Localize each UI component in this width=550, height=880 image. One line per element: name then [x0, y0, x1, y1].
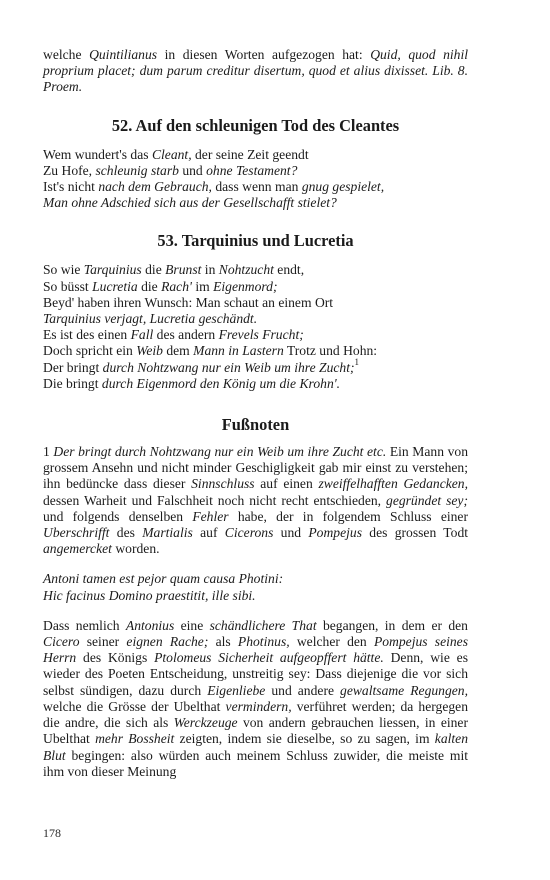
text-run: Doch spricht ein — [43, 343, 137, 359]
italic-text: gewaltsame Regungen, — [340, 682, 468, 698]
text-run: auf — [192, 525, 225, 541]
italic-text: Quintilianus — [89, 47, 158, 62]
text-run: der seine Zeit geendt — [191, 146, 309, 162]
italic-text: Nohtzucht — [218, 262, 274, 278]
italic-text: Man ohne Adschied sich aus der Gesellschafft stielet? — [43, 195, 337, 211]
text-run: Ist's nicht — [43, 179, 99, 195]
footnote-marker[interactable]: 1 — [354, 357, 360, 368]
page-number: 178 — [43, 826, 61, 840]
italic-text: Tarquinius verjagt, Lucretia geschändt. — [43, 311, 258, 327]
text-run: welcher den — [289, 634, 374, 650]
verse-line — [43, 376, 468, 392]
italic-text: Antonius — [125, 617, 175, 633]
italic-text: Quid, quod nihil proprium placet; dum parum creditur disertum, quod et alius dixisset. Lib. 8. Proem. — [43, 47, 469, 95]
text-run: des Königs — [76, 650, 155, 666]
poem-53-verse — [43, 262, 468, 392]
text-run: dem — [162, 343, 194, 359]
text-run: 1 — [43, 444, 54, 460]
latin-quotation — [43, 571, 468, 603]
italic-text: Pompejus seines Herrn — [43, 634, 469, 666]
italic-text: Sinnschluss — [191, 476, 255, 492]
verse-line — [43, 262, 468, 278]
text-run: begingen: also würden auch meinem Schluss zuwider, die meiste mit ihm von dieser Meinung — [43, 747, 468, 779]
italic-text: Photinus, — [237, 634, 290, 650]
text-run: die — [141, 262, 166, 278]
italic-text: Eigenmord; — [213, 278, 278, 294]
text-run: verführet werden; da hergegen die andre, die sich als — [43, 698, 469, 731]
text-run: im — [191, 278, 214, 294]
verse-line — [43, 147, 468, 163]
text-run: welche — [43, 47, 90, 62]
italic-text: vermindern, — [225, 698, 292, 714]
italic-text: Der bringt durch Nohtzwang nur ein Weib um ihre Zucht etc. — [53, 444, 387, 460]
page-content — [43, 47, 468, 780]
italic-text: Frevels Frucht; — [218, 327, 304, 343]
poem-52-verse — [43, 147, 468, 212]
italic-text: ohne Testament? — [206, 162, 298, 178]
footnotes-heading: Fußnoten — [221, 415, 290, 435]
text-run: Denn, wie es wieder des Poeten Entscheidung, unstreitig sey: Dass diejenige die vor sich selbst sündigen, dazu durch — [43, 650, 468, 698]
text-run: Ein Mann von grossem Ansehn und nicht minder Geschigligkeit gab mir einst zu verstehen; ihn bedüncke dass dieser — [43, 444, 468, 492]
italic-text: gegründet sey; — [386, 492, 468, 508]
footnote-1-paragraph — [43, 444, 468, 557]
text-run: auf einen — [254, 476, 319, 492]
text-run: als — [208, 634, 238, 650]
text-run: begangen, in dem er den — [316, 617, 468, 633]
italic-text: Uberschrifft — [43, 525, 110, 541]
verse-line — [43, 357, 468, 376]
italic-text: Cicerons — [224, 525, 274, 541]
verse-line — [43, 163, 468, 179]
text-run: endt, — [273, 262, 305, 278]
text-run: So büsst — [43, 278, 93, 294]
text-run: habe, der in folgendem Schluss einer — [228, 508, 468, 524]
text-run: und — [178, 162, 207, 178]
text-run: und — [273, 525, 309, 541]
italic-text: Cleant, — [151, 146, 192, 162]
text-run: zeigten, indem sie dieselbe, so zu sagen, im — [174, 731, 435, 747]
text-run: des andern — [153, 327, 219, 343]
verse-line — [43, 195, 468, 211]
italic-text: Martialis — [142, 525, 193, 541]
poem-52-title: 52. Auf den schleunigen Tod des Cleantes — [111, 115, 400, 135]
latin-line-1: Antoni tamen est pejor quam causa Photini: — [43, 571, 284, 587]
text-run: von andern gebrauchen liessen, in einer Ubelthat — [43, 715, 468, 747]
italic-text: Tarquinius — [83, 262, 142, 278]
text-run: Beyd' haben ihren Wunsch: Man schaut an einem Ort — [43, 294, 334, 310]
italic-text: nach dem Gebrauch, — [98, 179, 212, 195]
text-run: So wie — [43, 262, 84, 278]
italic-text: Eigenliebe — [207, 682, 266, 698]
text-run: des — [109, 525, 143, 541]
italic-text: schändlichere That — [209, 617, 317, 633]
italic-text: Ptolomeus Sicherheit aufgeopffert hätte. — [154, 650, 384, 666]
text-run: in — [201, 262, 219, 278]
text-run: eine — [174, 617, 210, 633]
italic-text: durch Eigenmord den König um die Krohn'. — [101, 375, 341, 391]
italic-text: Werckzeuge — [173, 715, 238, 731]
text-run: Es ist des einen — [43, 327, 131, 343]
text-run: dass wenn man — [211, 179, 302, 195]
text-run: worden. — [111, 541, 160, 557]
verse-line — [43, 327, 468, 343]
text-run: Wem wundert's das — [43, 146, 152, 162]
italic-text: Fall — [130, 327, 154, 343]
italic-text: kalten Blut — [43, 731, 468, 763]
italic-text: gnug gespielet, — [301, 179, 385, 195]
verse-line — [43, 179, 468, 195]
italic-text: eignen Rache; — [126, 634, 209, 650]
italic-text: Rach' — [161, 278, 192, 294]
text-run: und folgends denselben — [43, 508, 193, 524]
italic-text: Fehler — [192, 508, 229, 524]
italic-text: schleunig starb — [95, 162, 179, 178]
text-run: in diesen Worten aufgezogen hat: — [157, 47, 371, 62]
verse-line — [43, 295, 468, 311]
italic-text: zweiffelhafften Gedancken, — [318, 476, 468, 492]
text-run: Der bringt — [43, 359, 103, 375]
italic-text: Cicero — [43, 634, 80, 650]
text-run: und andere — [265, 682, 341, 698]
text-run: Die bringt — [43, 375, 102, 391]
italic-text: durch Nohtzwang nur ein Weib um ihre Zucht; — [102, 359, 355, 375]
italic-text: Pompejus — [308, 525, 362, 541]
verse-line — [43, 343, 468, 359]
text-run: welche die Grösse der Ubelthat — [43, 698, 226, 714]
verse-line — [43, 311, 468, 327]
italic-text: mehr Bossheit — [95, 731, 175, 747]
poem-53-title: 53. Tarquinius und Lucretia — [157, 231, 354, 251]
verse-line — [43, 279, 468, 295]
text-run: die — [137, 278, 162, 294]
text-run: Zu Hofe, — [43, 162, 96, 178]
italic-text: Weib — [136, 343, 163, 359]
intro-paragraph — [43, 47, 468, 96]
text-run: Dass nemlich — [43, 617, 126, 633]
text-run: Trotz und Hohn: — [283, 343, 378, 359]
italic-text: Mann in Lastern — [193, 343, 284, 359]
italic-text: Brunst — [165, 262, 202, 278]
text-run: dessen Warheit und Falschheit noch nicht recht entschieden, — [43, 492, 387, 508]
text-run: des grossen Todt — [362, 525, 469, 541]
italic-text: Lucretia — [92, 278, 138, 294]
italic-text: angemercket — [43, 541, 112, 557]
latin-line-2: Hic facinus Domino praestitit, ille sibi. — [43, 587, 256, 603]
footnote-continuation-paragraph — [43, 618, 468, 780]
text-run: seiner — [79, 634, 127, 650]
